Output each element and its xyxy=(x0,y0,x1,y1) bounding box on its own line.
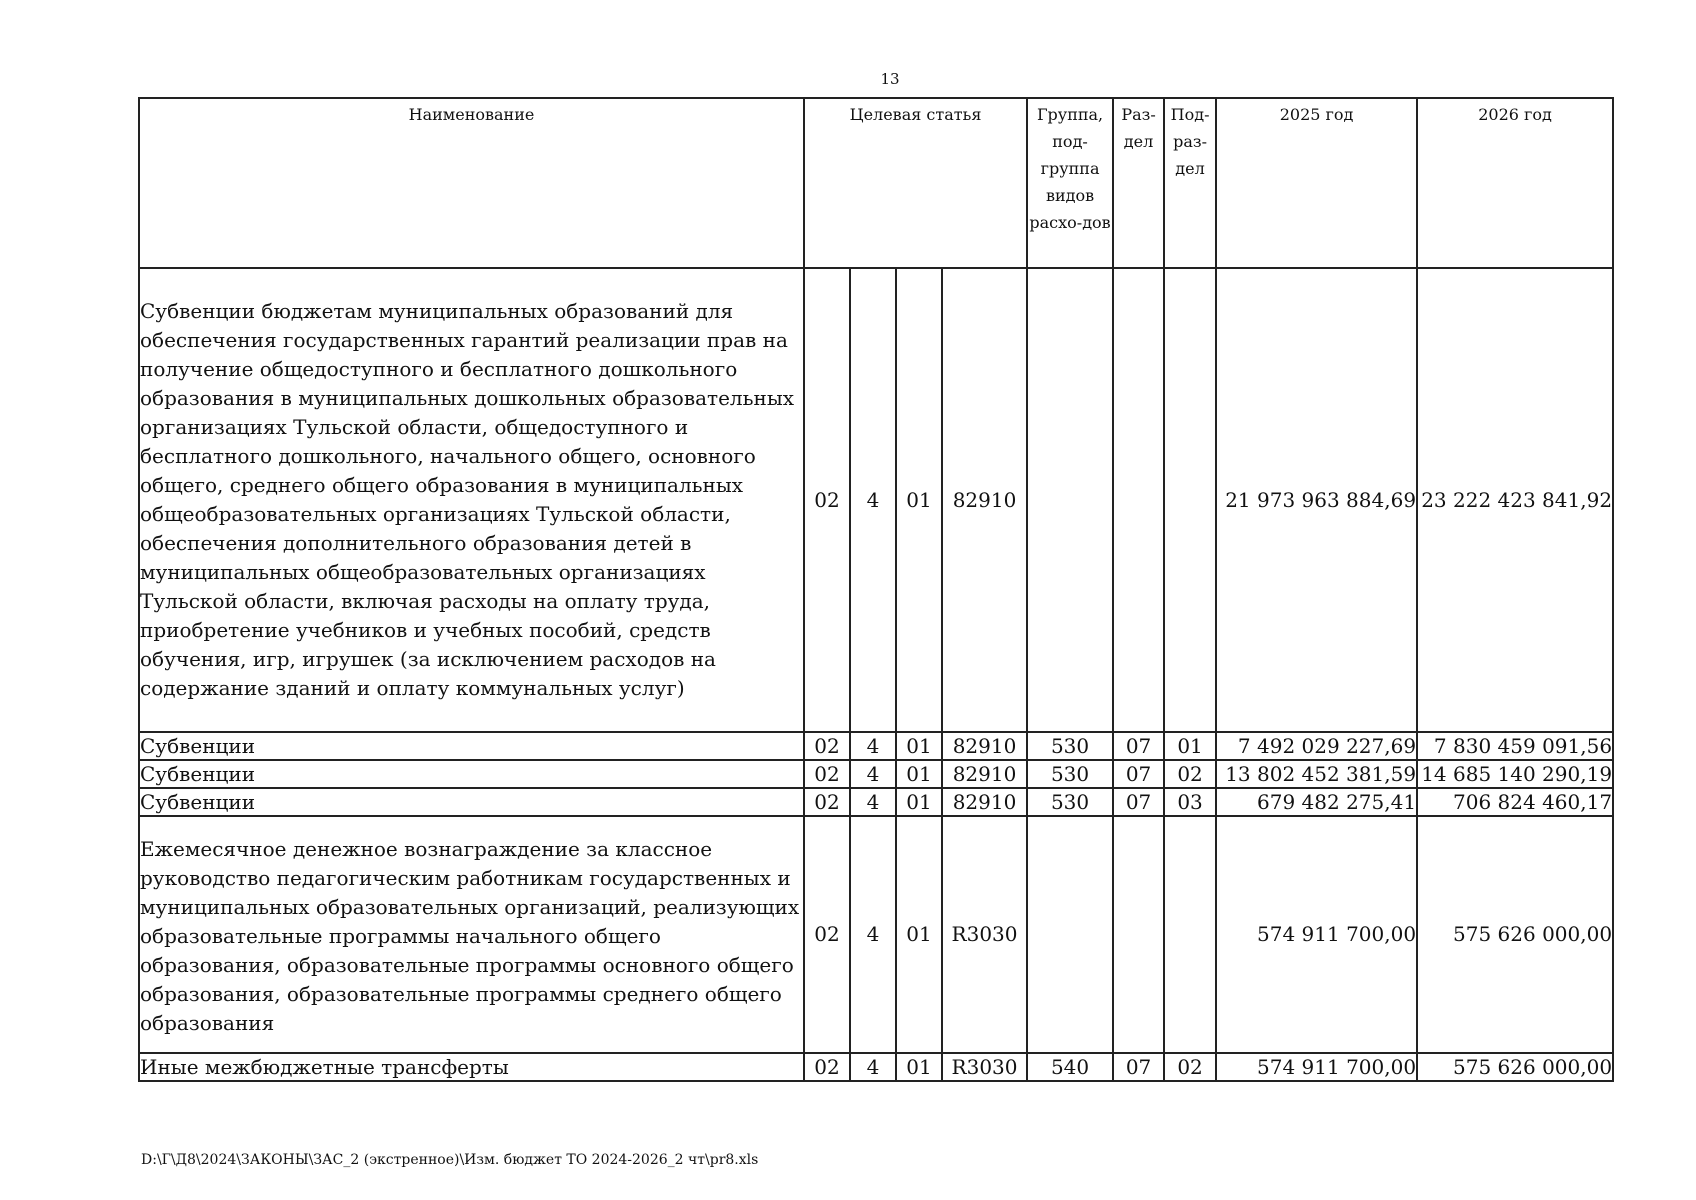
expense-group-cell xyxy=(1027,268,1113,732)
table-row xyxy=(139,732,1613,760)
amount-2026: 706 824 460,17 xyxy=(1417,788,1613,816)
target-code-program: 02 xyxy=(804,816,850,1053)
table-row xyxy=(139,760,1613,788)
target-code-type: 4 xyxy=(850,268,896,732)
table-row xyxy=(139,1053,1613,1081)
table-header-row xyxy=(139,98,1613,268)
subsection-cell: 01 xyxy=(1164,732,1216,760)
amount-2025: 21 973 963 884,69 xyxy=(1216,268,1417,732)
table-row xyxy=(139,268,1613,732)
header-year-2025: 2025 год xyxy=(1216,98,1417,268)
target-code-subprogram: 01 xyxy=(896,1053,942,1081)
target-code-subprogram: 01 xyxy=(896,816,942,1053)
subsection-cell xyxy=(1164,268,1216,732)
section-cell xyxy=(1113,816,1164,1053)
expense-group-cell: 530 xyxy=(1027,732,1113,760)
table-row xyxy=(139,788,1613,816)
target-code-program: 02 xyxy=(804,788,850,816)
header-subsection: Под-раз-дел xyxy=(1164,98,1216,268)
target-code-program: 02 xyxy=(804,732,850,760)
target-code-direction: 82910 xyxy=(942,788,1027,816)
expense-group-cell: 530 xyxy=(1027,788,1113,816)
amount-2025: 7 492 029 227,69 xyxy=(1216,732,1417,760)
target-code-subprogram: 01 xyxy=(896,268,942,732)
amount-2026: 7 830 459 091,56 xyxy=(1417,732,1613,760)
target-code-program: 02 xyxy=(804,760,850,788)
budget-table xyxy=(138,97,1614,1082)
target-code-subprogram: 01 xyxy=(896,788,942,816)
amount-2026: 23 222 423 841,92 xyxy=(1417,268,1613,732)
amount-2025: 574 911 700,00 xyxy=(1216,1053,1417,1081)
section-cell xyxy=(1113,268,1164,732)
amount-2025: 574 911 700,00 xyxy=(1216,816,1417,1053)
row-name: Субвенции бюджетам муниципальных образований для обеспечения государственных гарантий реализации прав на получение общедоступного и бесплатного дошкольного образования в муниципальных дошкольных образовательных организациях Тульской области, общедоступного и бесплатного дошкольного, начального общего, основного общего, среднего общего образования в муниципальных общеобразовательных организациях Тульской области, обеспечения дополнительного образования детей в муниципальных общеобразовательных организациях Тульской области, включая расходы на оплату труда, приобретение учебников и учебных пособий, средств обучения, игр, игрушек (за исключением расходов на содержание зданий и оплату коммунальных услуг) xyxy=(139,268,804,732)
row-name: Ежемесячное денежное вознаграждение за классное руководство педагогическим работникам государственных и муниципальных образовательных организаций, реализующих образовательные программы начального общего образования, образовательные программы основного общего образования, образовательные программы среднего общего образования xyxy=(139,816,804,1053)
amount-2025: 13 802 452 381,59 xyxy=(1216,760,1417,788)
page-number: 13 xyxy=(880,70,900,88)
row-name: Субвенции xyxy=(139,788,804,816)
target-code-type: 4 xyxy=(850,760,896,788)
target-code-program: 02 xyxy=(804,268,850,732)
file-path-footer: D:\Г\Д8\2024\ЗАКОНЫ\ЗАС_2 (экстренное)\Изм. бюджет ТО 2024-2026_2 чт\pr8.xls xyxy=(141,1152,759,1168)
expense-group-cell: 540 xyxy=(1027,1053,1113,1081)
header-name: Наименование xyxy=(139,98,804,268)
target-code-type: 4 xyxy=(850,788,896,816)
target-code-subprogram: 01 xyxy=(896,732,942,760)
subsection-cell: 02 xyxy=(1164,760,1216,788)
amount-2026: 14 685 140 290,19 xyxy=(1417,760,1613,788)
target-code-type: 4 xyxy=(850,1053,896,1081)
subsection-cell: 02 xyxy=(1164,1053,1216,1081)
target-code-subprogram: 01 xyxy=(896,760,942,788)
header-expense-group: Группа, под-группа видов расхо-дов xyxy=(1027,98,1113,268)
section-cell: 07 xyxy=(1113,788,1164,816)
target-code-program: 02 xyxy=(804,1053,850,1081)
target-code-type: 4 xyxy=(850,816,896,1053)
row-name: Субвенции xyxy=(139,760,804,788)
subsection-cell: 03 xyxy=(1164,788,1216,816)
expense-group-cell: 530 xyxy=(1027,760,1113,788)
row-name: Субвенции xyxy=(139,732,804,760)
target-code-direction: 82910 xyxy=(942,732,1027,760)
table-row xyxy=(139,816,1613,1053)
amount-2026: 575 626 000,00 xyxy=(1417,1053,1613,1081)
expense-group-cell xyxy=(1027,816,1113,1053)
target-code-direction: R3030 xyxy=(942,1053,1027,1081)
amount-2026: 575 626 000,00 xyxy=(1417,816,1613,1053)
subsection-cell xyxy=(1164,816,1216,1053)
row-name: Иные межбюджетные трансферты xyxy=(139,1053,804,1081)
target-code-type: 4 xyxy=(850,732,896,760)
header-year-2026: 2026 год xyxy=(1417,98,1613,268)
target-code-direction: 82910 xyxy=(942,268,1027,732)
header-section: Раз-дел xyxy=(1113,98,1164,268)
header-target-article: Целевая статья xyxy=(804,98,1027,268)
target-code-direction: R3030 xyxy=(942,816,1027,1053)
amount-2025: 679 482 275,41 xyxy=(1216,788,1417,816)
section-cell: 07 xyxy=(1113,732,1164,760)
section-cell: 07 xyxy=(1113,760,1164,788)
section-cell: 07 xyxy=(1113,1053,1164,1081)
target-code-direction: 82910 xyxy=(942,760,1027,788)
